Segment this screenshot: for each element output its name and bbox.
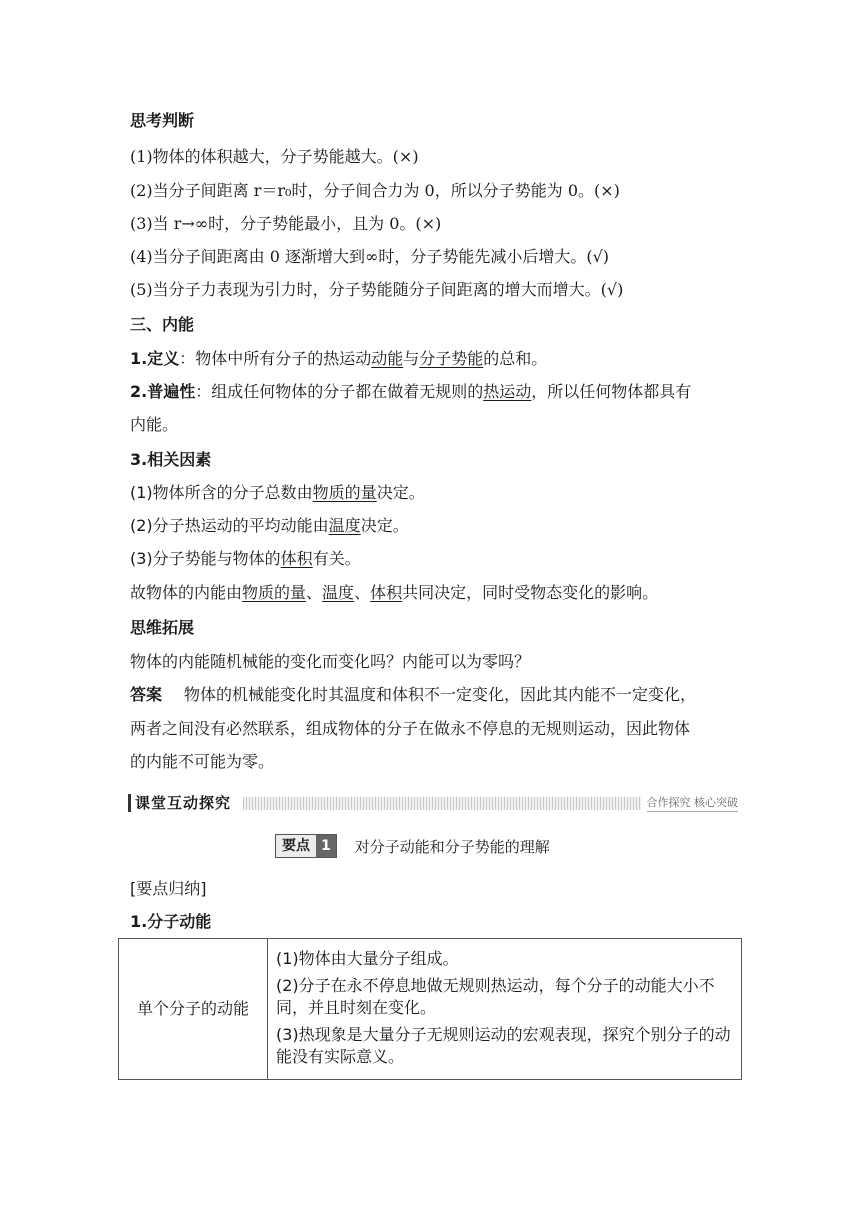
- blank-amount: 物质的量: [312, 483, 377, 502]
- answer-label: 答案: [130, 685, 163, 704]
- blank-volume: 体积: [280, 549, 313, 568]
- factor-3: [130, 548, 361, 570]
- blank-temperature: 温度: [328, 516, 361, 535]
- think-heading: 思考判断: [130, 111, 195, 130]
- think-item-4: (4)当分子间距离由 0 逐渐增大到∞时，分子势能先减小后增大。(√): [130, 247, 610, 266]
- keypoint-number: 1: [316, 835, 336, 857]
- keypoint-header: [275, 834, 550, 858]
- blank-thermal-motion: 热运动: [483, 382, 532, 401]
- table-item-2: (2)分子在永不停息地做无规则热运动，每个分子的动能大小不同，并且时刻在变化。: [276, 976, 715, 1017]
- table-right-cell: [268, 939, 742, 1080]
- banner-subtitle: 合作探究 核心突破: [647, 794, 739, 812]
- conclusion-text: 故物体的内能由: [130, 583, 243, 602]
- factor-3-end: 有关。: [312, 549, 361, 568]
- keypoint-title: 对分子动能和分子势能的理解: [354, 837, 550, 856]
- think-item-1: (1)物体的体积越大，分子势能越大。(×): [130, 147, 419, 166]
- conclusion-sep-2: 、: [354, 583, 371, 602]
- conclusion-sep-1: 、: [306, 583, 323, 602]
- table-item-1: (1)物体由大量分子组成。: [276, 949, 459, 968]
- think-item-5: (5)当分子力表现为引力时，分子势能随分子间距离的增大而增大。(√): [130, 280, 624, 299]
- keypoint-label: 要点: [276, 835, 316, 857]
- factor-2-end: 决定。: [360, 516, 409, 535]
- answer-text-1: 物体的机械能变化时其温度和体积不一定变化，因此其内能不一定变化，: [184, 685, 697, 704]
- universality-cont: 内能。: [130, 415, 179, 434]
- expand-heading: 思维拓展: [130, 618, 195, 637]
- kinetic-energy-table: [118, 938, 742, 1080]
- factor-1-end: 决定。: [376, 483, 425, 502]
- definition-text: ：物体中所有分子的热运动: [179, 349, 372, 368]
- banner-title: 课堂互动探究: [128, 794, 237, 812]
- definition-and: 与: [403, 349, 420, 368]
- factor-3-text: (3)分子势能与物体的: [130, 549, 281, 568]
- universality-end: ，所以任何物体都具有: [531, 382, 692, 401]
- blank-temperature-2: 温度: [322, 583, 355, 602]
- factors-heading: 3.相关因素: [130, 450, 212, 469]
- keypoint-badge: [275, 834, 337, 858]
- conclusion-end: 共同决定，同时受物态变化的影响。: [402, 583, 659, 602]
- think-item-3: (3)当 r→∞时，分子势能最小，且为 0。(×): [130, 214, 442, 233]
- table-row: [119, 939, 742, 1080]
- section-banner: [128, 793, 738, 813]
- blank-potential: 分子势能: [419, 349, 484, 368]
- table-left-cell: 单个分子的动能: [119, 939, 268, 1080]
- blank-volume-2: 体积: [370, 583, 403, 602]
- universality-text: ：组成任何物体的分子都在做着无规则的: [195, 382, 484, 401]
- answer-line-3: 的内能不可能为零。: [130, 752, 275, 771]
- blank-amount-2: 物质的量: [242, 583, 307, 602]
- universality-line: [130, 381, 691, 403]
- definition-line: [130, 348, 547, 370]
- factor-2: [130, 515, 409, 537]
- table-item-3: (3)热现象是大量分子无规则运动的宏观表现，探究个别分子的动能没有实际意义。: [276, 1025, 731, 1066]
- answer-line-1: [130, 684, 696, 706]
- factor-1: [130, 482, 425, 504]
- expand-question: 物体的内能随机械能的变化而变化吗？内能可以为零吗？: [130, 652, 531, 671]
- answer-line-2: 两者之间没有必然联系，组成物体的分子在做永不停息的无规则运动，因此物体: [130, 719, 691, 738]
- think-item-2: (2)当分子间距离 r＝r₀时，分子间合力为 0，所以分子势能为 0。(×): [130, 181, 620, 200]
- summary-heading: [要点归纳]: [130, 879, 207, 898]
- factor-1-text: (1)物体所含的分子总数由: [130, 483, 313, 502]
- banner-divider: [243, 797, 640, 810]
- conclusion-line: [130, 582, 658, 604]
- section3-heading: 三、内能: [130, 315, 195, 334]
- definition-end: 的总和。: [483, 349, 548, 368]
- blank-kinetic: 动能: [371, 349, 404, 368]
- factor-2-text: (2)分子热运动的平均动能由: [130, 516, 329, 535]
- definition-label: 1.定义: [130, 349, 180, 368]
- summary-sub: 1.分子动能: [130, 912, 212, 931]
- universality-label: 2.普遍性: [130, 382, 196, 401]
